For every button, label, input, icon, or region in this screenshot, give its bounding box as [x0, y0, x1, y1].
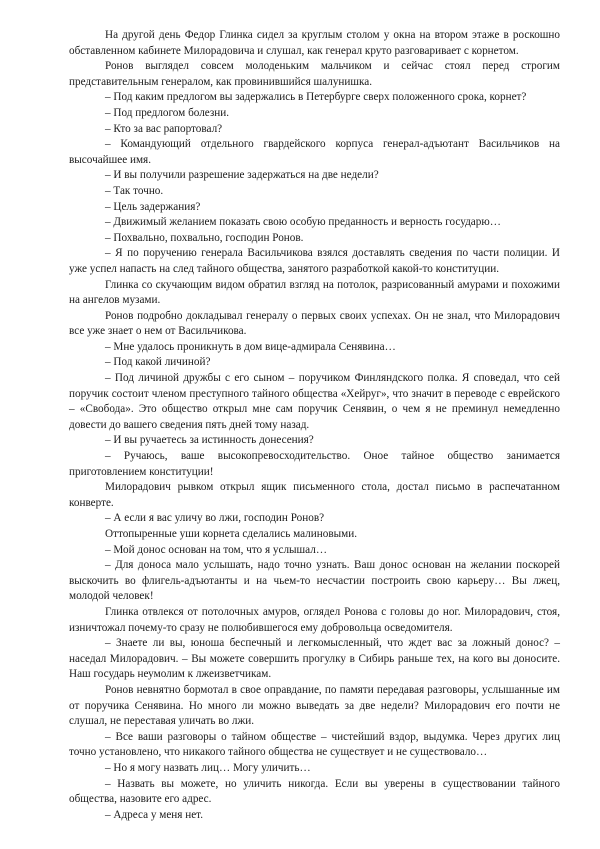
- paragraph: – Ручаюсь, ваше высокопревосходительство. Оное тайное общество занимается приготовлением конституции!: [69, 450, 560, 478]
- paragraph: – Мой донос основан на том, что я услышал…: [105, 543, 328, 556]
- document-page: [69, 28, 560, 823]
- paragraph: – А если я вас уличу во лжи, господин Ронов?: [105, 512, 325, 525]
- paragraph: – Цель задержания?: [105, 200, 201, 213]
- paragraph: – Назвать вы можете, но уличить никогда. Если вы уверены в существовании тайного общества, назовите его адрес.: [69, 777, 560, 806]
- paragraph: Глинка со скучающим видом обратил взгляд на потолок, разрисованный амурами и похожими на ангелов музами.: [69, 278, 560, 307]
- paragraph: – Я по поручению генерала Васильчикова взялся доставлять сведения по части полиции. И уже успел напасть на след тайного общества, занятого разработкой какой-то конституции.: [69, 247, 560, 275]
- paragraph: – Под личиной дружбы с его сыном – поручиком Финляндского полка. Я споведал, что сей поручик состоит членом преступного тайного общества «Хейруг», что значит в переводе с еврейского – «Свобода». Это общество открыл мне сам поручик Сенявин, о чем я не преминул немедленно довести до вашего сведения пять дней тому назад.: [69, 372, 560, 431]
- paragraph: – Знаете ли вы, юноша беспечный и легкомысленный, что ждет вас за ложный донос? – наседал Милорадович. – Вы можете совершить прогулку в Сибирь раньше тех, на кого вы доносите. Наш государь неумолим к лжеизветчикам.: [69, 637, 560, 681]
- paragraph: Милорадович рывком открыл ящик письменного стола, достал письмо в распечатанном конверте.: [69, 481, 560, 509]
- paragraph: На другой день Федор Глинка сидел за круглым столом у окна на втором этаже в роскошно обставленном кабинете Милорадовича и слушал, как генерал круто разговаривает с корнетом.: [69, 29, 560, 57]
- paragraph: – Адреса у меня нет.: [105, 808, 204, 821]
- paragraph: – Под какой личиной?: [105, 356, 211, 369]
- paragraph: – Движимый желанием показать свою особую преданность и верность государю…: [105, 216, 501, 229]
- paragraph: – И вы ручаетесь за истинность донесения?: [105, 434, 314, 447]
- paragraph: – Так точно.: [105, 184, 164, 197]
- paragraph: Оттопыренные уши корнета сделались малиновыми.: [105, 528, 357, 540]
- paragraph: – Мне удалось проникнуть в дом вице-адмирала Сенявина…: [105, 340, 396, 353]
- paragraph: – Для доноса мало услышать, надо точно узнать. Ваш донос основан на желании поскорей выскочить во флигель-адъютанты и на чьем-то несчастии построить свою карьеру… Вы лжец, молодой человек!: [69, 559, 560, 603]
- paragraph: Ронов выглядел совсем молоденьким мальчиком и сейчас стоял перед строгим представительным генералом, как провинившийся шалунишка.: [69, 60, 560, 88]
- paragraph: – Все ваши разговоры о тайном обществе – чистейший вздор, выдумка. Через других лиц точно установлено, что никакого тайного общества не существует и не существовало…: [69, 730, 560, 759]
- paragraph: – И вы получили разрешение задержаться на две недели?: [105, 169, 379, 182]
- paragraph: – Но я могу назвать лиц… Могу уличить…: [105, 761, 311, 774]
- paragraph: – Командующий отдельного гвардейского корпуса генерал-адъютант Васильчиков на высочайшее имя.: [69, 138, 560, 166]
- paragraph: – Под предлогом болезни.: [105, 106, 230, 119]
- paragraph: – Похвально, похвально, господин Ронов.: [105, 231, 304, 244]
- paragraph: Глинка отвлекся от потолочных амуров, оглядел Ронова с головы до ног. Милорадович, стоя, изничтожал почему-то сразу не полюбившегося ему добровольца осведомителя.: [69, 605, 560, 634]
- paragraph: – Под каким предлогом вы задержались в Петербурге сверх положенного срока, корнет?: [105, 91, 527, 104]
- paragraph: Ронов подробно докладывал генералу о первых своих успехах. Он не знал, что Милорадович все уже знает о нем от Васильчикова.: [69, 309, 560, 338]
- paragraph: – Кто за вас рапортовал?: [105, 122, 223, 135]
- paragraph: Ронов невнятно бормотал в свое оправдание, по памяти передавая разговоры, услышанные им от поручика Сенявина. Но много ли можно выведать за две недели? Милорадович его почти не слушал, не переставая уличать во лжи.: [69, 683, 560, 728]
